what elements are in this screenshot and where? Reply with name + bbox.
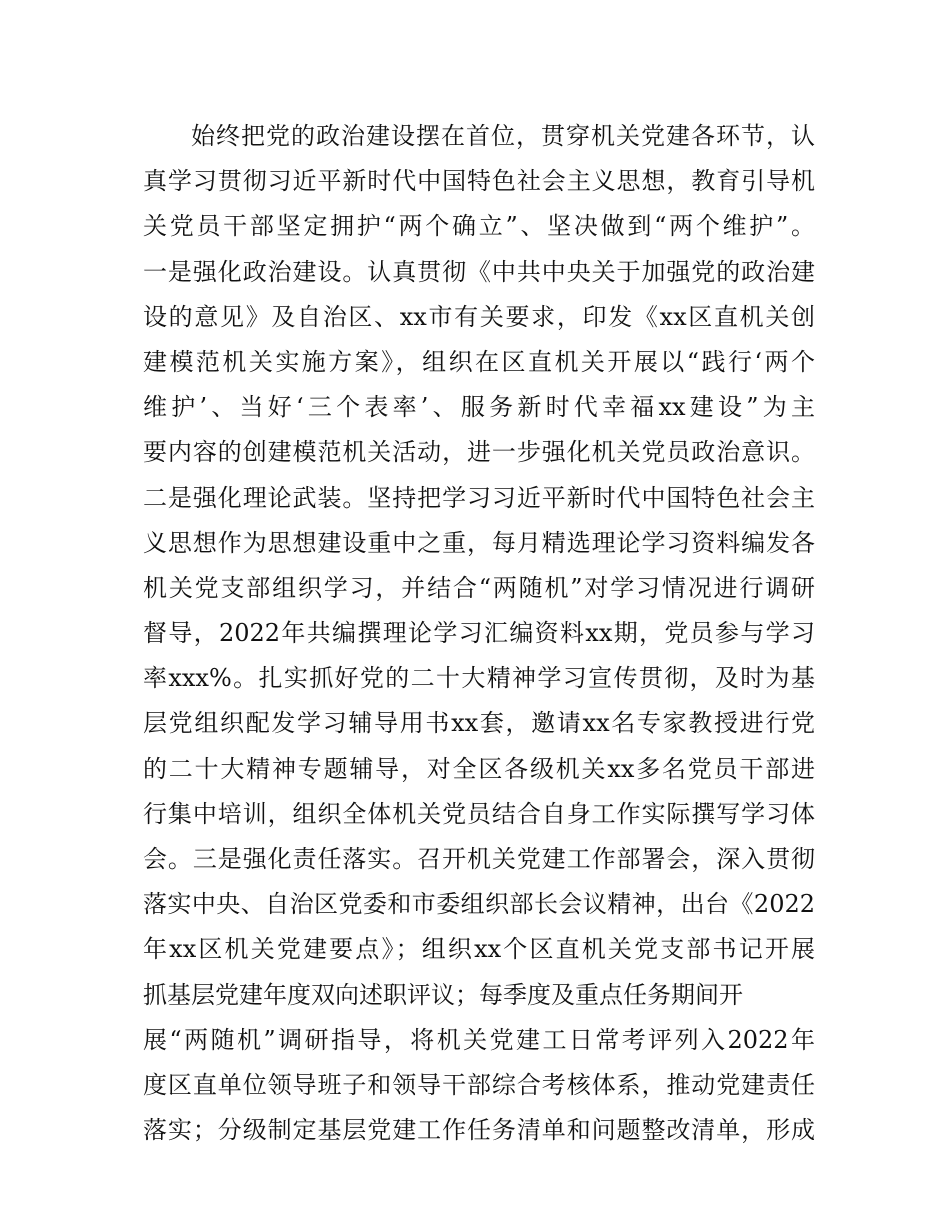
text-line: 一是强化政治建设。认真贯彻《中共中央关于加强党的政治建 xyxy=(143,257,815,286)
text-line: 义思想作为思想建设重中之重，每月精选理论学习资料编发各 xyxy=(143,528,815,557)
text-line: 落实中央、自治区党委和市委组织部长会议精神，出台《2022 xyxy=(143,890,815,919)
text-line: 督导，2022年共编撰理论学习汇编资料xx期，党员参与学习 xyxy=(143,619,815,648)
text-line: 设的意见》及自治区、xx市有关要求，印发《xx区直机关创 xyxy=(143,302,815,331)
text-line: 会。三是强化责任落实。召开机关党建工作部署会，深入贯彻 xyxy=(143,845,815,873)
body-paragraph xyxy=(143,114,815,1153)
text-line: 的二十大精神专题辅导，对全区各级机关xx多名党员干部进 xyxy=(143,754,815,783)
text-line: 关党员干部坚定拥护“两个确立”、坚决做到“两个维护”。 xyxy=(143,212,815,241)
text-line: 行集中培训，组织全体机关党员结合自身工作实际撰写学习体 xyxy=(143,799,815,828)
text-line: 抓基层党建年度双向述职评议；每季度及重点任务期间开 xyxy=(143,980,743,1009)
text-line: 层党组织配发学习辅导用书xx套，邀请xx名专家教授进行党 xyxy=(143,709,815,738)
text-line: 年xx区机关党建要点》；组织xx个区直机关党支部书记开展 xyxy=(143,935,815,964)
text-line: 始终把党的政治建设摆在首位，贯穿机关党建各环节，认 xyxy=(191,122,815,150)
text-line: 率xxx%。扎实抓好党的二十大精神学习宣传贯彻，及时为基 xyxy=(143,664,815,693)
text-line: 机关党支部组织学习，并结合“两随机”对学习情况进行调研 xyxy=(143,573,815,602)
text-line: 真学习贯彻习近平新时代中国特色社会主义思想，教育引导机 xyxy=(143,167,815,196)
text-line: 二是强化理论武装。坚持把学习习近平新时代中国特色社会主 xyxy=(143,483,815,512)
text-line: 建模范机关实施方案》，组织在区直机关开展以“践行‘两个 xyxy=(143,347,815,376)
text-line: 度区直单位领导班子和领导干部综合考核体系，推动党建责任 xyxy=(143,1070,815,1099)
text-line: 维护’、当好‘三个表率’、服务新时代幸福xx建设”为主 xyxy=(143,393,815,422)
text-line: 展“两随机”调研指导，将机关党建工日常考评列入2022年 xyxy=(143,1025,815,1054)
text-line: 要内容的创建模范机关活动，进一步强化机关党员政治意识。 xyxy=(143,438,815,467)
text-line: 落实；分级制定基层党建工作任务清单和问题整改清单，形成 xyxy=(143,1116,815,1145)
